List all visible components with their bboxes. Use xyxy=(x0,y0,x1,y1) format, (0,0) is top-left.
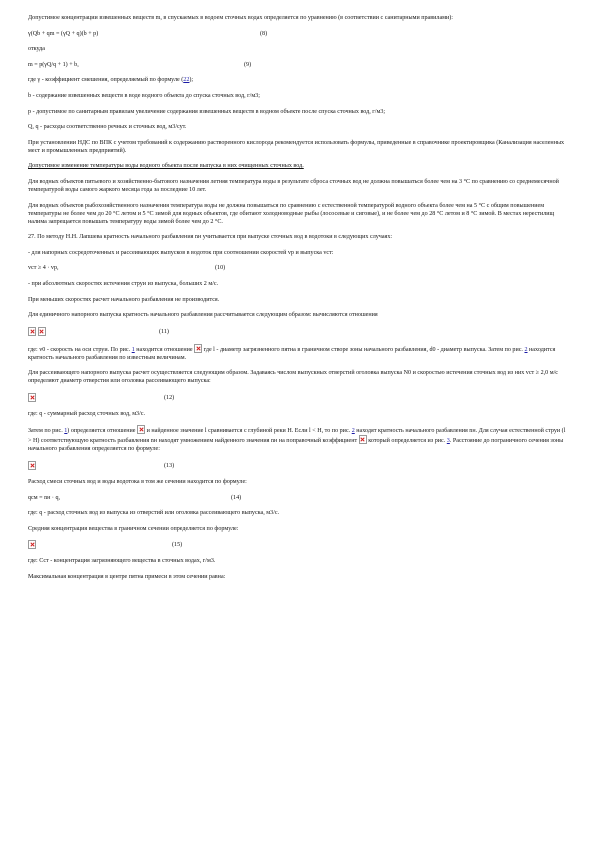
figure-link-2[interactable]: 2 xyxy=(524,346,528,353)
equation-12 xyxy=(28,393,569,403)
equation-8-text: γ(Qb + qm = (γQ + q)(b + p) xyxy=(28,30,99,37)
para-temp-drinking: Для водных объектов питьевого и хозяйственно-бытового назначения летняя температура воды в результате сброса сточных вод не должна повышаться более чем на 3 °С по сравнению со среднемесячной температурой воды самого жаркого месяца года за последние 10 лет. xyxy=(28,178,559,193)
broken-image-icon xyxy=(28,327,36,336)
figure-link-2[interactable]: 2 xyxy=(351,428,355,435)
para-gamma xyxy=(28,76,569,84)
para-concentrated: - для напорных сосредоточенных и рассеивающих выпусков в водоток при соотношении скоростей vр и выпуска vст: xyxy=(28,249,334,256)
para-b: b - содержание взвешенных веществ в воде водного объекта до спуска сточных вод, г/м3; xyxy=(28,92,260,99)
para-then-text: . Расстояние до пограничного сечения зоны начального разбавления определяется по формуле: xyxy=(28,438,564,453)
equation-15 xyxy=(28,540,569,550)
temperature-heading: Допустимое изменение температуры воды водного объекта после выпуска в них очищенных сточных вод. xyxy=(28,163,304,170)
formula-link-22[interactable]: 22 xyxy=(183,77,190,84)
equation-14-text: qсм = nн · q, xyxy=(28,494,61,501)
para-axis-speed-text: где l - диаметр загрязненного пятна в граничном створе зоны начального разбавления, d0 - диаметр выпуска. Затем по рис. xyxy=(202,346,525,353)
equation-8 xyxy=(28,30,569,38)
para-max: Максимальная концентрация в центре пятна примеси в этом сечении равна: xyxy=(28,574,226,581)
para-average: Средняя концентрация вещества в граничном сечении определяется по формуле: xyxy=(28,525,239,532)
para-otkuda: откуда xyxy=(28,46,45,53)
equation-11 xyxy=(28,327,569,337)
para-scatter-outlet: Для рассеивающего напорного выпуска расчет осуществляется следующим образом. Задаваясь числом выпускных отверстий оголовка выпуска N0 и скоростью истечения сточных вод из них vст ≥ 2,0 м/с определяют диаметр отверстия или оголовка рассеивающего выпуска: xyxy=(28,370,559,385)
equation-10-number: (10) xyxy=(215,265,226,272)
para-axis-speed-text: где: v0 - скорость на оси струи. По рис. xyxy=(28,346,132,353)
broken-image-icon xyxy=(38,327,46,336)
para-axis-speed xyxy=(28,344,569,362)
broken-image-icon xyxy=(137,425,145,434)
equation-8-number: (8) xyxy=(260,30,268,37)
equation-10-text: vст ≥ 4 · vр, xyxy=(28,265,59,272)
broken-image-icon xyxy=(359,435,367,444)
equation-11-number: (11) xyxy=(159,328,169,335)
para-cst: где: Сст - концентрация загрязняющего вещества в сточных водах, г/м3. xyxy=(28,558,216,565)
broken-image-icon xyxy=(28,540,36,549)
para-27: 27. По методу Н.Н. Лапшева кратность начального разбавления nн учитывается при выпуске сточных вод в водотоки в следующих случаях: xyxy=(28,234,393,241)
para-intro: Допустимое концентрации взвешенных веществ m, в спускаемых в водоем сточных водах определяется по уравнению (в соответствии с санитарными правилами): xyxy=(28,15,453,21)
para-then-text: который определяется из рис. xyxy=(366,438,447,445)
para-flow: Расход смеси сточных вод и воды водотока в том же сечении находится по формуле: xyxy=(28,479,247,486)
para-gamma-text: где γ - коэффициент смешения, определяемый по формуле ( xyxy=(28,77,184,84)
para-gamma-tail: ); xyxy=(189,77,194,84)
para-Qq: Q, q - расходы соответственно речных и сточных вод, м3/сут. xyxy=(28,124,187,131)
para-axis-speed-text: находится кратность начального разбавления по известным величинам. xyxy=(28,346,556,361)
para-then-text: находят кратность начального разбавления nн. Для случая естественной струи (l > H) соответствующую кратность разбавления nн находят умножением найденного значения nн на поправочный коэффициент xyxy=(28,428,566,445)
equation-9-text: m = p(γQ/q + 1) + b, xyxy=(28,61,79,68)
equation-9 xyxy=(28,61,569,69)
para-q: где: q - суммарный расход сточных вод, м3/с. xyxy=(28,410,146,417)
para-then xyxy=(28,425,569,453)
para-single-outlet: Для единичного напорного выпуска кратность начального разбавления рассчитывается следующим образом: вычисляются отношения xyxy=(28,312,378,319)
para-then-text: и найденное значение l сравнивается с глубиной реки H. Если l < H, то по рис. xyxy=(145,428,352,435)
figure-link-1[interactable]: 1 xyxy=(64,428,68,435)
para-lower-speed: При меньших скоростях расчет начального разбавления не производится. xyxy=(28,296,220,303)
equation-14-number: (14) xyxy=(231,494,242,501)
para-qcm: где: q - расход сточных вод из выпуска из отверстий или оголовка рассеивающего выпуска, м3/с. xyxy=(28,510,280,517)
broken-image-icon xyxy=(28,393,36,402)
para-temp-fishery: Для водных объектов рыбохозяйственного назначения температура воды не должна повышаться по сравнению с естественной температурой водного объекта более чем на 5 °С с общим повышением температуры не более чем до 20 °С летом и 5 °С зимой для водных объектов, где обитают холодноводные рыбы (лососевые и сиговые), и не более чем до 28 °С летом и 8 °С зимой. В местах нерестилищ налима запрещается повышать температуру воды зимой более чем до 2 °С. xyxy=(28,202,555,225)
para-then-text: ) определяется отношение xyxy=(67,428,138,435)
equation-12-number: (12) xyxy=(164,394,175,401)
broken-image-icon xyxy=(28,461,36,470)
equation-13 xyxy=(28,461,569,471)
equation-10 xyxy=(28,264,569,272)
equation-9-number: (9) xyxy=(244,61,252,68)
para-absolute-speed: - при абсолютных скоростях истечения струи из выпуска, больших 2 м/с. xyxy=(28,280,219,287)
para-ndc: При установлении НДС по ВПК с учетом требований к содержанию растворенного кислорода рекомендуется использовать формулы, приведенные в справочнике проектировщика (Канализация населенных мест и промышленных предприятий). xyxy=(28,139,565,154)
equation-15-number: (15) xyxy=(172,542,183,549)
figure-link-3[interactable]: 3 xyxy=(446,438,450,445)
broken-image-icon xyxy=(194,344,202,353)
figure-link-1[interactable]: 1 xyxy=(131,346,135,353)
para-then-text: Затем по рис. xyxy=(28,428,65,435)
equation-13-number: (13) xyxy=(164,463,175,470)
para-axis-speed-text: находится отношение xyxy=(134,346,195,353)
equation-14 xyxy=(28,494,569,502)
para-p: p - допустимое по санитарным правилам увеличение содержания взвешенных веществ в водном объекте после спуска сточных вод, г/м3; xyxy=(28,108,386,115)
